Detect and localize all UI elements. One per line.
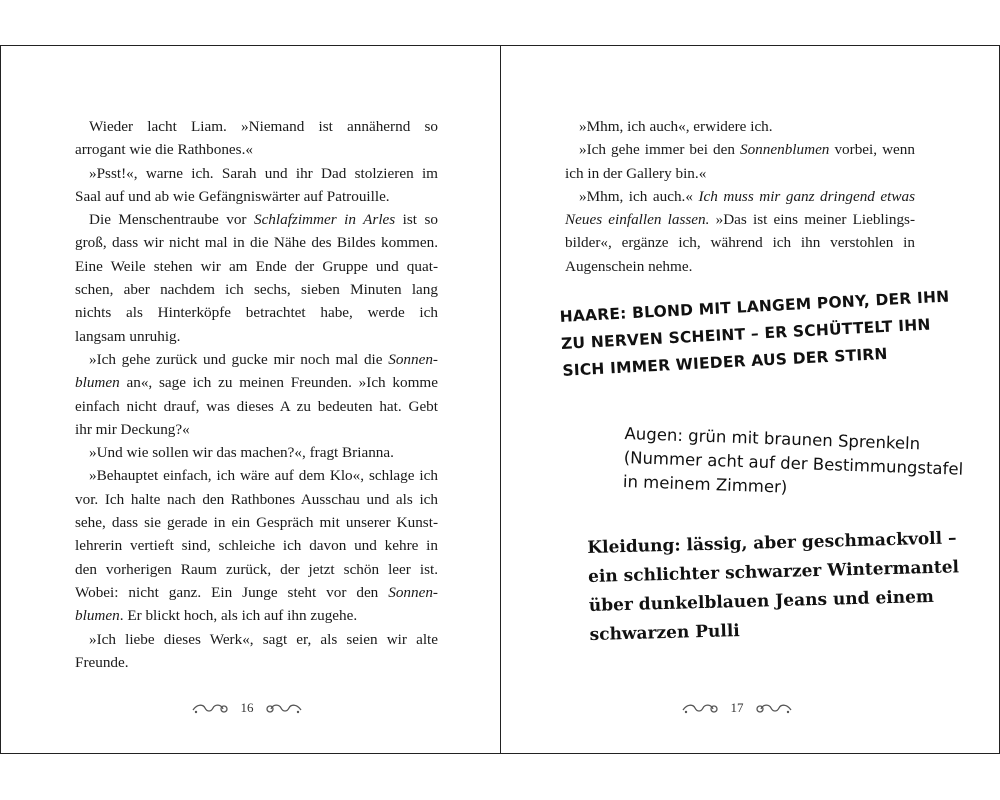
note-line: schwarzen Pulli bbox=[589, 621, 741, 645]
text-line: lehrerin vertieft sind, schleiche ich davon und kehre in bbox=[75, 537, 438, 555]
text-line: nichts als Hinterköpfe betrachtet habe, werde ich bbox=[75, 304, 438, 322]
text-line: den vorherigen Raum zurück, der jetzt schön leer ist. bbox=[75, 560, 438, 578]
text-line: »Behauptet einfach, ich wäre auf dem Klo«, schlage ich bbox=[89, 467, 438, 485]
text-line: Neues einfallen lassen. »Das ist eins meiner Lieblings- bbox=[565, 211, 916, 229]
note-line: ZU NERVEN SCHEINT – ER SCHÜTTELT IHN bbox=[560, 315, 931, 353]
swirl-ornament-icon bbox=[191, 698, 229, 718]
text-line: blumen an«, sage ich zu meinen Freunden. »Ich komme bbox=[75, 374, 438, 392]
text-line: »Ich gehe zurück und gucke mir noch mal die Sonnen- bbox=[89, 350, 438, 368]
book-spread bbox=[0, 45, 1000, 754]
swirl-ornament-icon bbox=[755, 698, 793, 718]
note-line: HAARE: BLOND MIT LANGEM PONY, DER IHN bbox=[559, 287, 950, 326]
text-line: einfach nicht drauf, was dieses A zu bedeuten hat. Gebt bbox=[75, 397, 438, 415]
handwritten-note-hair bbox=[559, 286, 950, 385]
text-line: arrogant wie die Rathbones.« bbox=[75, 141, 253, 159]
right-body-text bbox=[565, 115, 915, 278]
text-line: langsam unruhig. bbox=[75, 327, 181, 345]
note-line: ein schlichter schwarzer Wintermantel bbox=[587, 557, 960, 587]
swirl-ornament-icon bbox=[265, 698, 303, 718]
text-line: vor. Ich halte nach den Rathbones Ausschau und als ich bbox=[75, 490, 438, 508]
text-line: Saal auf und ab wie Gefängniswärter auf Patrouille. bbox=[75, 187, 390, 205]
note-line: über dunkelblauen Jeans und einem bbox=[588, 586, 935, 616]
text-line: blumen. Er blickt hoch, als ich auf ihn zugehe. bbox=[75, 607, 358, 625]
text-line: ihr mir Deckung?« bbox=[75, 420, 190, 438]
text-line: sehe, dass sie gerade in ein Gespräch mit unserer Kunst- bbox=[75, 514, 438, 532]
handwritten-note-clothes bbox=[587, 525, 960, 650]
text-line: »Mhm, ich auch.« Ich muss mir ganz dringend etwas bbox=[579, 187, 916, 205]
text-line: bilder«, ergänze ich, während ich ihn verstohlen in bbox=[565, 234, 915, 252]
text-line: ich in der Gallery bin.« bbox=[565, 164, 707, 182]
page-number: 17 bbox=[730, 700, 744, 715]
left-page bbox=[1, 46, 500, 753]
swirl-ornament-icon bbox=[681, 698, 719, 718]
note-line: (Nummer acht auf der Bestimmungstafel bbox=[623, 447, 964, 479]
text-line: groß, dass wir nicht mal in die Nähe des Bildes kommen. bbox=[75, 234, 438, 252]
note-line: Augen: grün mit braunen Sprenkeln bbox=[624, 423, 921, 454]
text-line: Eine Weile stehen wir am Ende der Gruppe und quat- bbox=[75, 257, 438, 275]
text-line: Wieder lacht Liam. »Niemand ist annähernd so bbox=[89, 118, 438, 135]
note-line: Kleidung: lässig, aber geschmackvoll – bbox=[587, 528, 957, 558]
note-line: SICH IMMER WIEDER AUS DER STIRN bbox=[562, 344, 889, 380]
left-folio bbox=[1, 698, 500, 718]
text-line: »Mhm, ich auch«, erwidere ich. bbox=[579, 118, 773, 135]
right-page bbox=[501, 46, 999, 753]
text-line: »Ich gehe immer bei den Sonnenblumen vorbei, wenn bbox=[579, 141, 915, 159]
text-line: »Ich liebe dieses Werk«, sagt er, als seien wir alte bbox=[89, 630, 438, 648]
note-line: in meinem Zimmer) bbox=[622, 471, 788, 497]
text-line: »Psst!«, warne ich. Sarah und ihr Dad stolzieren im bbox=[89, 164, 438, 182]
text-line: schen, aber nachdem ich sechs, sieben Minuten lang bbox=[75, 281, 438, 299]
text-line: Freunde. bbox=[75, 653, 129, 671]
right-folio bbox=[501, 698, 999, 718]
handwritten-note-eyes bbox=[622, 422, 964, 505]
text-line: »Und wie sollen wir das machen?«, fragt Brianna. bbox=[89, 444, 394, 462]
text-line: Die Menschentraube vor Schlafzimmer in Arles ist so bbox=[89, 211, 439, 229]
page-number: 16 bbox=[240, 700, 254, 715]
left-body-text bbox=[75, 115, 438, 674]
text-line: Wobei: nicht ganz. Ein Junge steht vor den Sonnen- bbox=[75, 583, 438, 601]
text-line: Augenschein nehme. bbox=[565, 257, 693, 275]
